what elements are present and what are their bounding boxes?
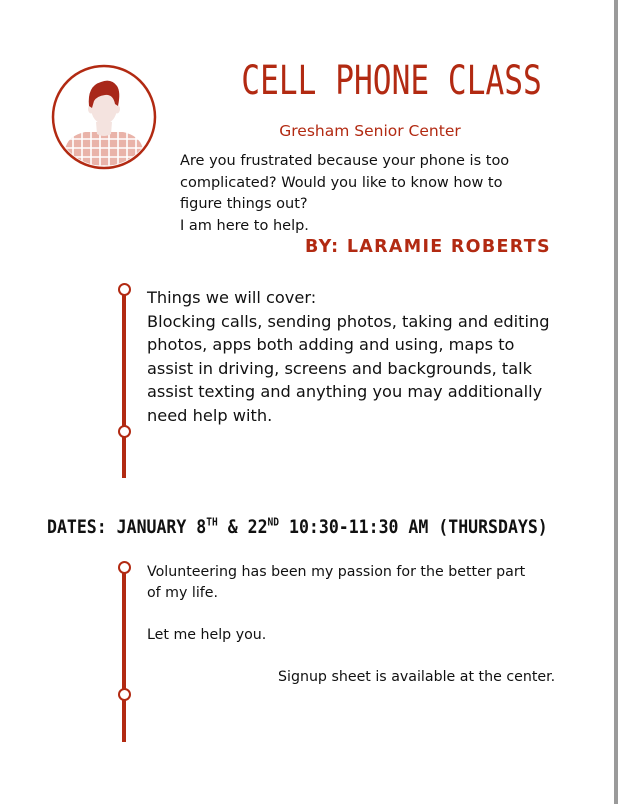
signup-note: Signup sheet is available at the center. bbox=[278, 669, 556, 685]
dates-sup-nd: ND bbox=[267, 515, 280, 529]
intro-line: complicated? Would you like to know how to bbox=[180, 174, 503, 191]
intro-line: Are you frustrated because your phone is too bbox=[180, 153, 510, 169]
timeline-dot bbox=[118, 688, 131, 701]
topics-heading: Things we will cover: bbox=[147, 288, 317, 307]
timeline-line bbox=[122, 570, 126, 742]
timeline-dot bbox=[118, 561, 131, 574]
avatar bbox=[51, 64, 157, 170]
class-dates bbox=[47, 516, 548, 538]
dates-mid: & 22 bbox=[217, 516, 268, 538]
page-subtitle: Gresham Senior Center bbox=[279, 122, 461, 140]
person-avatar-icon bbox=[51, 64, 157, 170]
topics-line: Blocking calls, sending photos, taking and editing bbox=[147, 311, 550, 331]
intro-line: I am here to help. bbox=[180, 217, 309, 234]
intro-paragraph bbox=[180, 151, 550, 237]
volunteer-section bbox=[147, 562, 567, 646]
topics-line: assist texting and anything you may additionally bbox=[147, 382, 543, 401]
spacer bbox=[147, 604, 567, 625]
topics-section bbox=[147, 286, 567, 427]
dates-prefix: DATES: JANUARY 8 bbox=[47, 516, 207, 538]
page-title: CELL PHONE CLASS bbox=[241, 58, 542, 104]
volunteer-line: Volunteering has been my passion for the better part bbox=[147, 564, 526, 580]
dates-sup-th: TH bbox=[206, 515, 218, 529]
timeline-dot bbox=[118, 283, 131, 296]
topics-line: need help with. bbox=[147, 405, 273, 425]
intro-line: figure things out? bbox=[180, 196, 308, 212]
dates-suffix: 10:30-11:30 AM (THURSDAYS) bbox=[279, 516, 548, 538]
volunteer-line: of my life. bbox=[147, 585, 219, 601]
volunteer-line: Let me help you. bbox=[147, 627, 267, 643]
topics-line: assist in driving, screens and backgrounds, talk bbox=[147, 358, 533, 378]
author-byline: BY: LARAMIE ROBERTS bbox=[305, 237, 551, 257]
timeline-dot bbox=[118, 425, 131, 438]
topics-line: photos, apps both adding and using, maps to bbox=[147, 335, 515, 354]
timeline-line bbox=[122, 292, 126, 478]
page-edge bbox=[614, 0, 618, 804]
